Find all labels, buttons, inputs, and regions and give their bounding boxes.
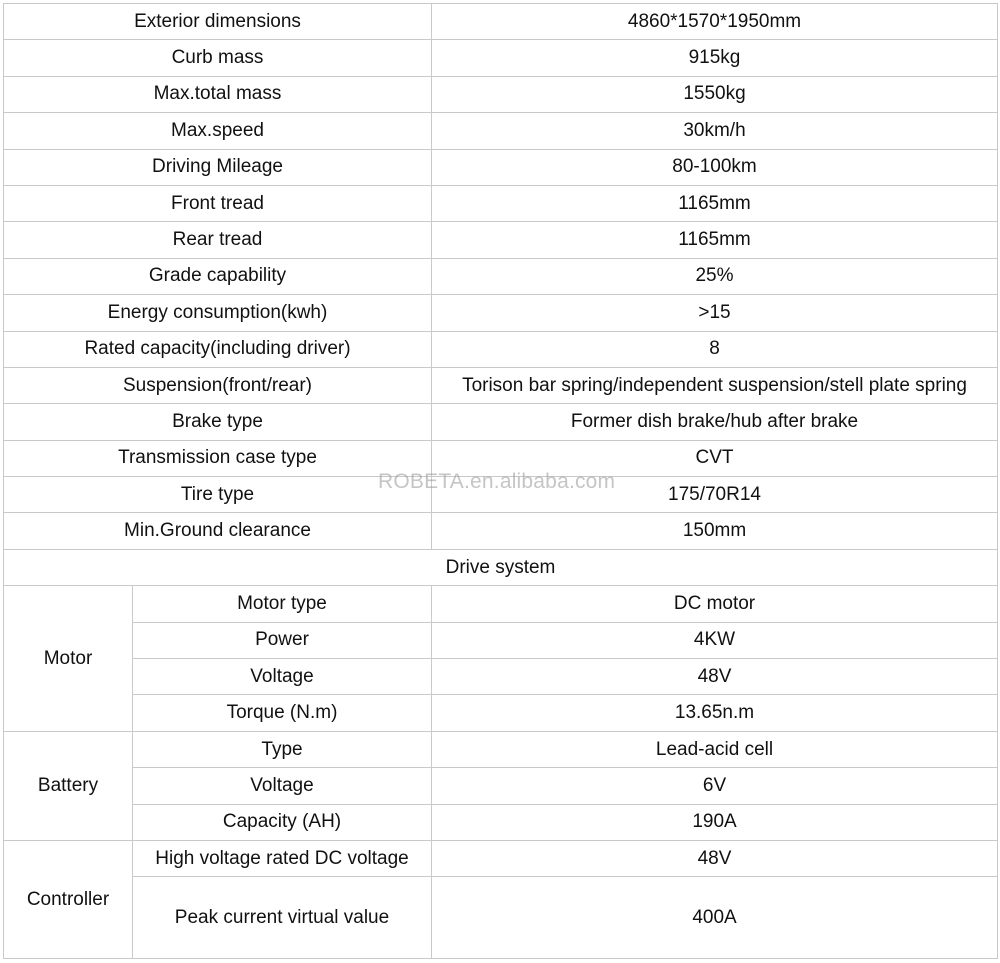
spec-label: Exterior dimensions: [4, 4, 432, 40]
spec-label: Capacity (AH): [133, 804, 432, 840]
spec-row: [4, 149, 998, 185]
spec-label: Voltage: [133, 768, 432, 804]
spec-label: Tire type: [4, 477, 432, 513]
spec-value: 48V: [432, 840, 998, 876]
group-label-controller: Controller: [4, 840, 133, 958]
spec-value: 4KW: [432, 622, 998, 658]
spec-row: [4, 258, 998, 294]
spec-row: [4, 222, 998, 258]
spec-row: [4, 586, 998, 622]
spec-label: Motor type: [133, 586, 432, 622]
spec-row: [4, 185, 998, 221]
spec-row: [4, 840, 998, 876]
spec-label: Torque (N.m): [133, 695, 432, 731]
spec-row: [4, 4, 998, 40]
spec-value: CVT: [432, 440, 998, 476]
spec-value: Lead-acid cell: [432, 731, 998, 767]
group-label-battery: Battery: [4, 731, 133, 840]
watermark-text: ROBETA.en.alibaba.com: [378, 470, 616, 493]
spec-value: 150mm: [432, 513, 998, 549]
spec-value: 175/70R14: [432, 477, 998, 513]
spec-value: 4860*1570*1950mm: [432, 4, 998, 40]
spec-label: Front tread: [4, 185, 432, 221]
spec-value: 1165mm: [432, 185, 998, 221]
spec-label: Voltage: [133, 659, 432, 695]
spec-row: [4, 113, 998, 149]
spec-value: DC motor: [432, 586, 998, 622]
spec-label: Min.Ground clearance: [4, 513, 432, 549]
spec-row: [4, 768, 998, 804]
spec-row: [4, 367, 998, 403]
spec-label: Energy consumption(kwh): [4, 295, 432, 331]
spec-label: High voltage rated DC voltage: [133, 840, 432, 876]
spec-value: 25%: [432, 258, 998, 294]
spec-row: [4, 695, 998, 731]
spec-label: Curb mass: [4, 40, 432, 76]
spec-value: 8: [432, 331, 998, 367]
spec-value: 915kg: [432, 40, 998, 76]
spec-value: 30km/h: [432, 113, 998, 149]
spec-label: Transmission case type: [4, 440, 432, 476]
spec-value: 6V: [432, 768, 998, 804]
spec-row: [4, 877, 998, 959]
spec-row: [4, 295, 998, 331]
spec-value: >15: [432, 295, 998, 331]
spec-row: [4, 659, 998, 695]
spec-row: [4, 731, 998, 767]
spec-value: Former dish brake/hub after brake: [432, 404, 998, 440]
spec-label: Rear tread: [4, 222, 432, 258]
spec-label: Max.total mass: [4, 76, 432, 112]
spec-value: 13.65n.m: [432, 695, 998, 731]
spec-label: Peak current virtual value: [133, 877, 432, 959]
spec-row: [4, 804, 998, 840]
spec-value: 190A: [432, 804, 998, 840]
spec-value: 1165mm: [432, 222, 998, 258]
spec-row: [4, 404, 998, 440]
spec-label: Grade capability: [4, 258, 432, 294]
spec-label: Driving Mileage: [4, 149, 432, 185]
spec-row: [4, 513, 998, 549]
spec-value: 80-100km: [432, 149, 998, 185]
spec-value: 48V: [432, 659, 998, 695]
spec-value: Torison bar spring/independent suspension/stell plate spring: [432, 367, 998, 403]
spec-value: 400A: [432, 877, 998, 959]
spec-row: [4, 76, 998, 112]
spec-label: Brake type: [4, 404, 432, 440]
drive-system-header: Drive system: [4, 549, 998, 585]
spec-row: [4, 331, 998, 367]
spec-label: Power: [133, 622, 432, 658]
spec-row: [4, 622, 998, 658]
spec-value: 1550kg: [432, 76, 998, 112]
spec-label: Type: [133, 731, 432, 767]
spec-label: Suspension(front/rear): [4, 367, 432, 403]
spec-label: Max.speed: [4, 113, 432, 149]
section-header-row: [4, 549, 998, 585]
spec-label: Rated capacity(including driver): [4, 331, 432, 367]
spec-row: [4, 40, 998, 76]
group-label-motor: Motor: [4, 586, 133, 732]
